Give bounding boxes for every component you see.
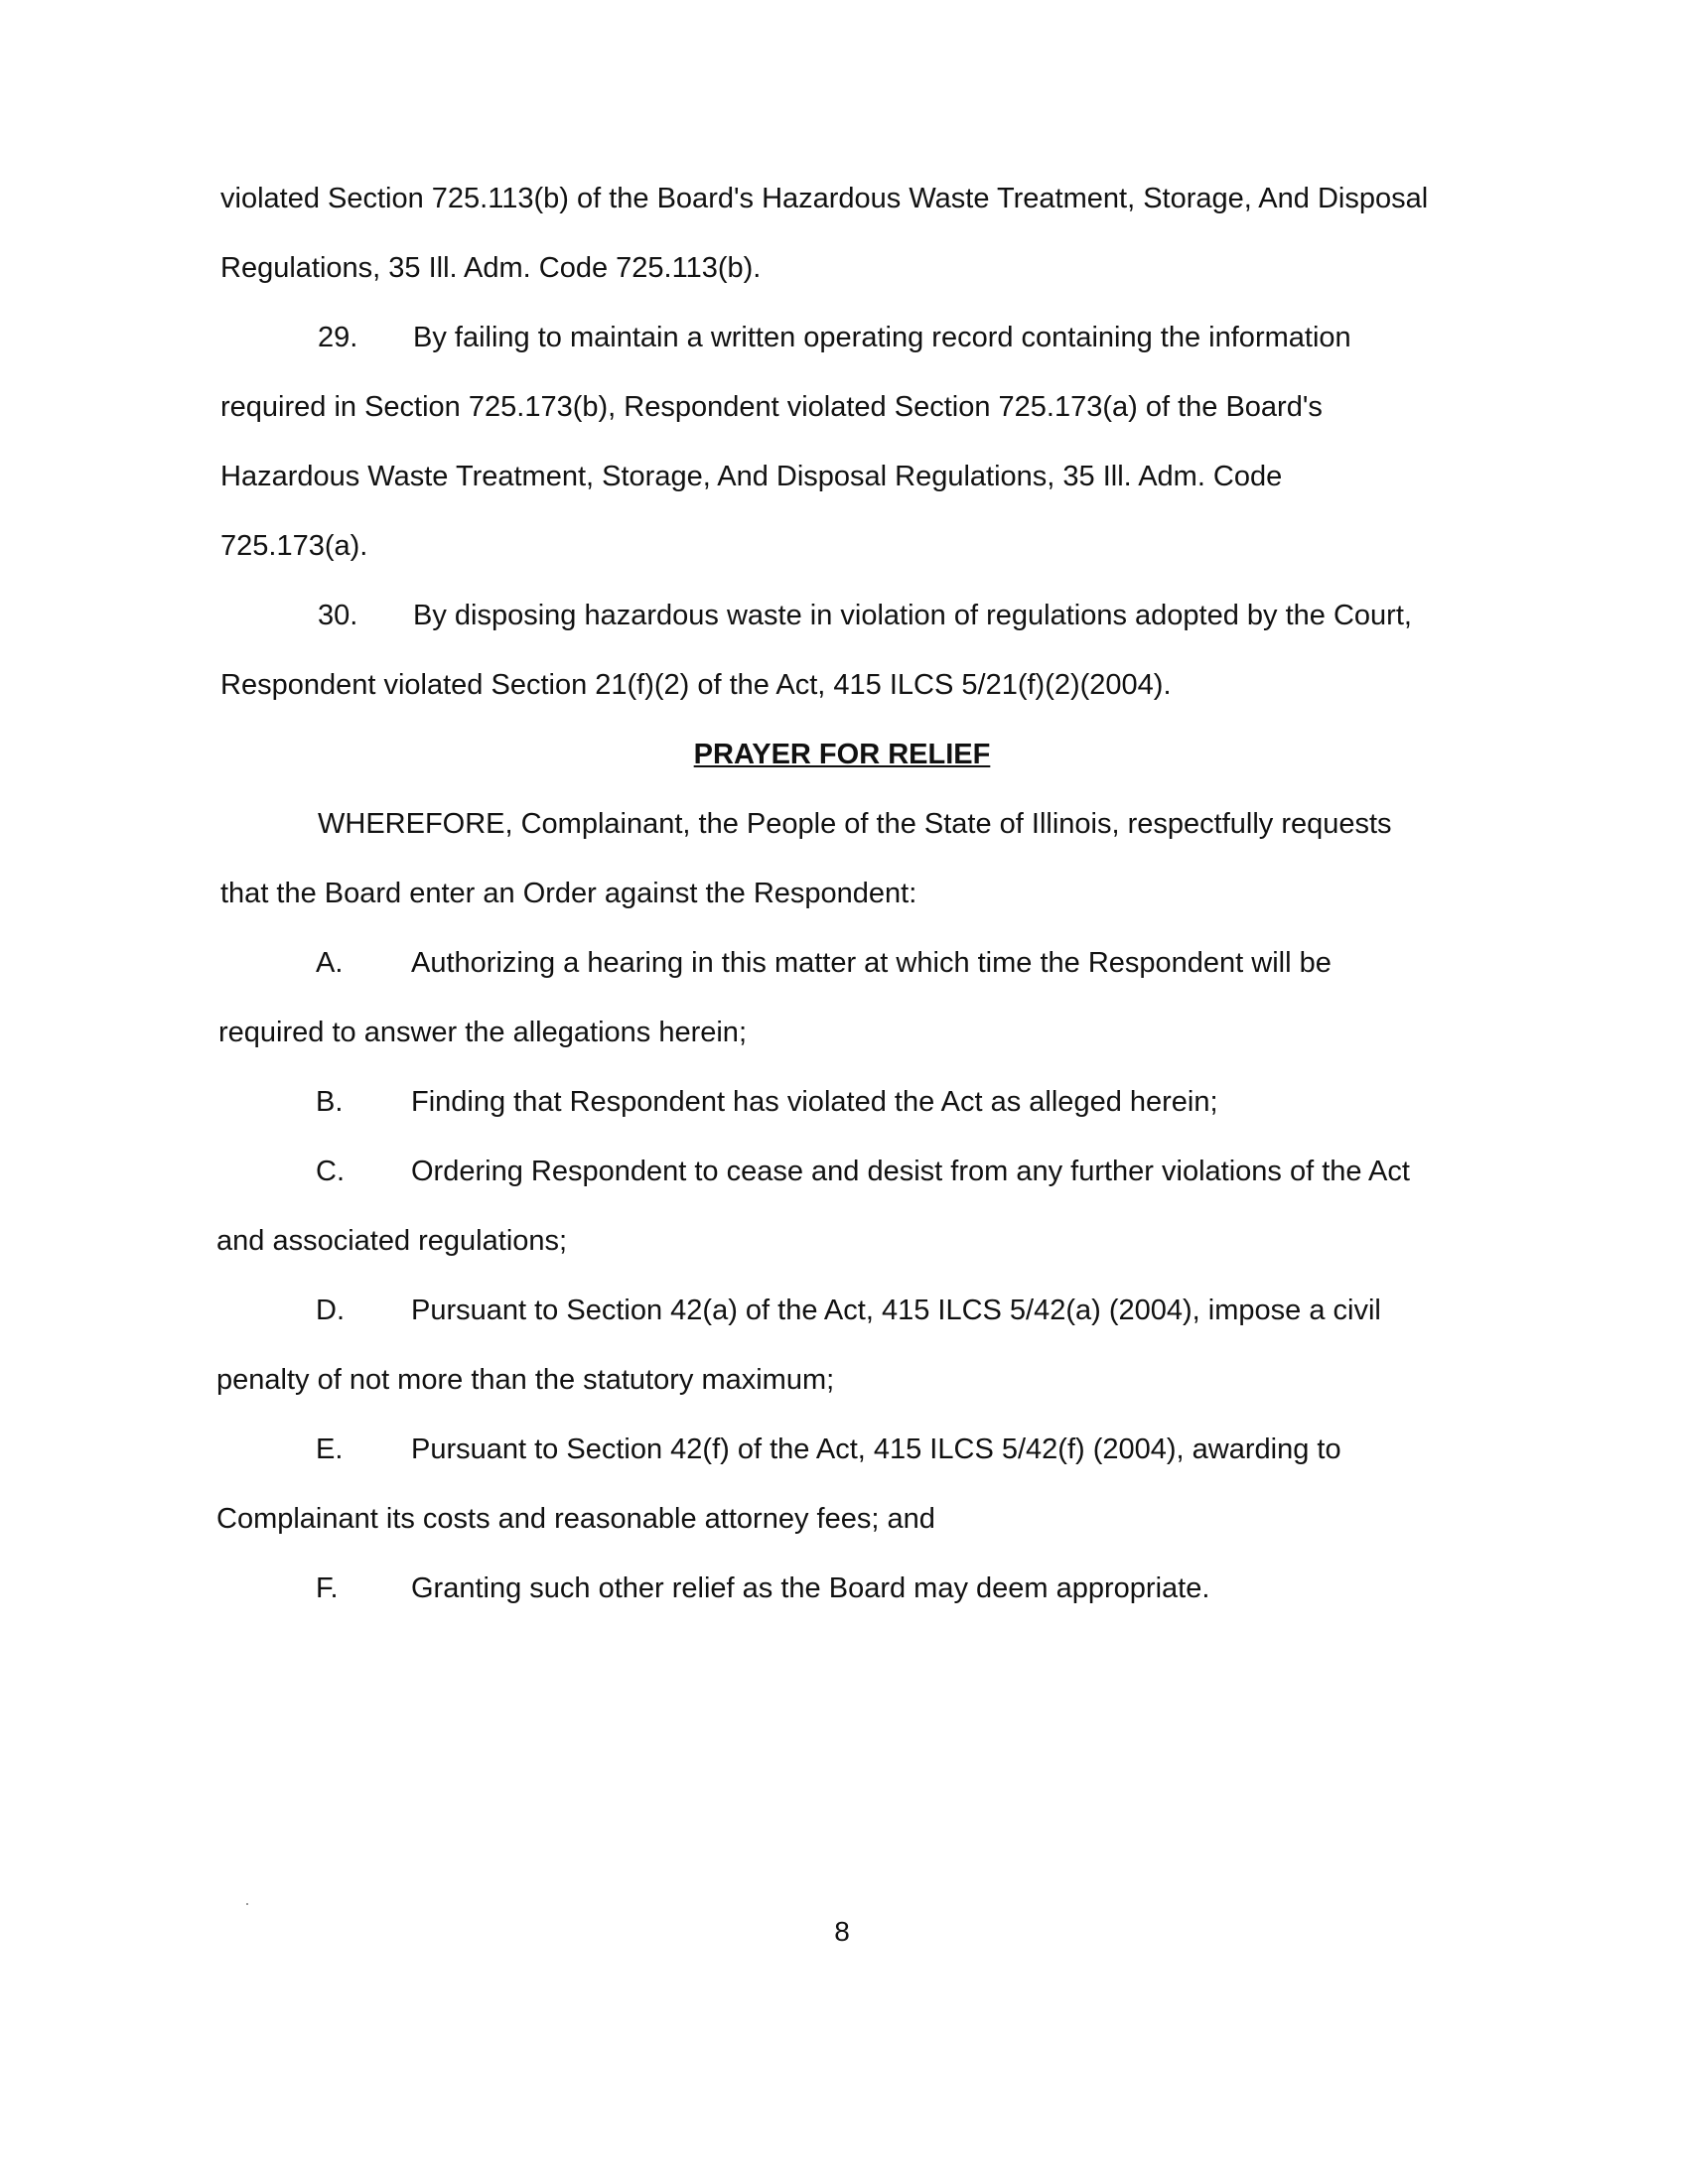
item-e-letter: E. (316, 1433, 344, 1465)
item-f-letter: F. (316, 1572, 339, 1604)
item-b-line-1: Finding that Respondent has violated the Act as alleged herein; (411, 1086, 1218, 1118)
item-c-line-2: and associated regulations; (216, 1225, 568, 1257)
item-b-letter: B. (316, 1086, 344, 1118)
item-c-letter: C. (316, 1156, 345, 1187)
item-a-letter: A. (316, 947, 344, 979)
prayer-intro-line-1: WHEREFORE, Complainant, the People of the State of Illinois, respectfully requests (318, 808, 1392, 840)
item-e-line-1: Pursuant to Section 42(f) of the Act, 415 ILCS 5/42(f) (2004), awarding to (411, 1433, 1341, 1465)
continuation-line-2: Regulations, 35 Ill. Adm. Code 725.113(b). (220, 252, 762, 284)
continuation-line-1: violated Section 725.113(b) of the Board's Hazardous Waste Treatment, Storage, And Disposal (220, 183, 1429, 214)
item-a-line-1: Authorizing a hearing in this matter at which time the Respondent will be (411, 947, 1332, 979)
paragraph-29-line-3: Hazardous Waste Treatment, Storage, And Disposal Regulations, 35 Ill. Adm. Code (220, 461, 1283, 492)
paragraph-29-line-2: required in Section 725.173(b), Respondent violated Section 725.173(a) of the Board's (220, 391, 1323, 423)
item-d-line-2: penalty of not more than the statutory maximum; (216, 1364, 835, 1396)
paragraph-30-number: 30. (318, 600, 358, 631)
item-f-line-1: Granting such other relief as the Board may deem appropriate. (411, 1572, 1210, 1604)
item-d-letter: D. (316, 1295, 345, 1326)
item-d-line-1: Pursuant to Section 42(a) of the Act, 415 ILCS 5/42(a) (2004), impose a civil (411, 1295, 1381, 1326)
item-c-line-1: Ordering Respondent to cease and desist from any further violations of the Act (411, 1156, 1410, 1187)
paragraph-30-line-2: Respondent violated Section 21(f)(2) of the Act, 415 ILCS 5/21(f)(2)(2004). (220, 669, 1172, 701)
item-e-line-2: Complainant its costs and reasonable attorney fees; and (216, 1503, 935, 1535)
paragraph-29-line-4: 725.173(a). (220, 530, 368, 562)
page-number: 8 (834, 1916, 850, 1947)
item-a-line-2: required to answer the allegations herein; (218, 1017, 747, 1048)
paragraph-29-line-1: By failing to maintain a written operating record containing the information (413, 322, 1351, 353)
prayer-for-relief-heading: PRAYER FOR RELIEF (693, 739, 991, 770)
paragraph-29-number: 29. (318, 322, 358, 353)
paragraph-30-line-1: By disposing hazardous waste in violation of regulations adopted by the Court, (413, 600, 1412, 631)
scan-speck (246, 1903, 248, 1905)
prayer-intro-line-2: that the Board enter an Order against the Respondent: (220, 878, 917, 909)
